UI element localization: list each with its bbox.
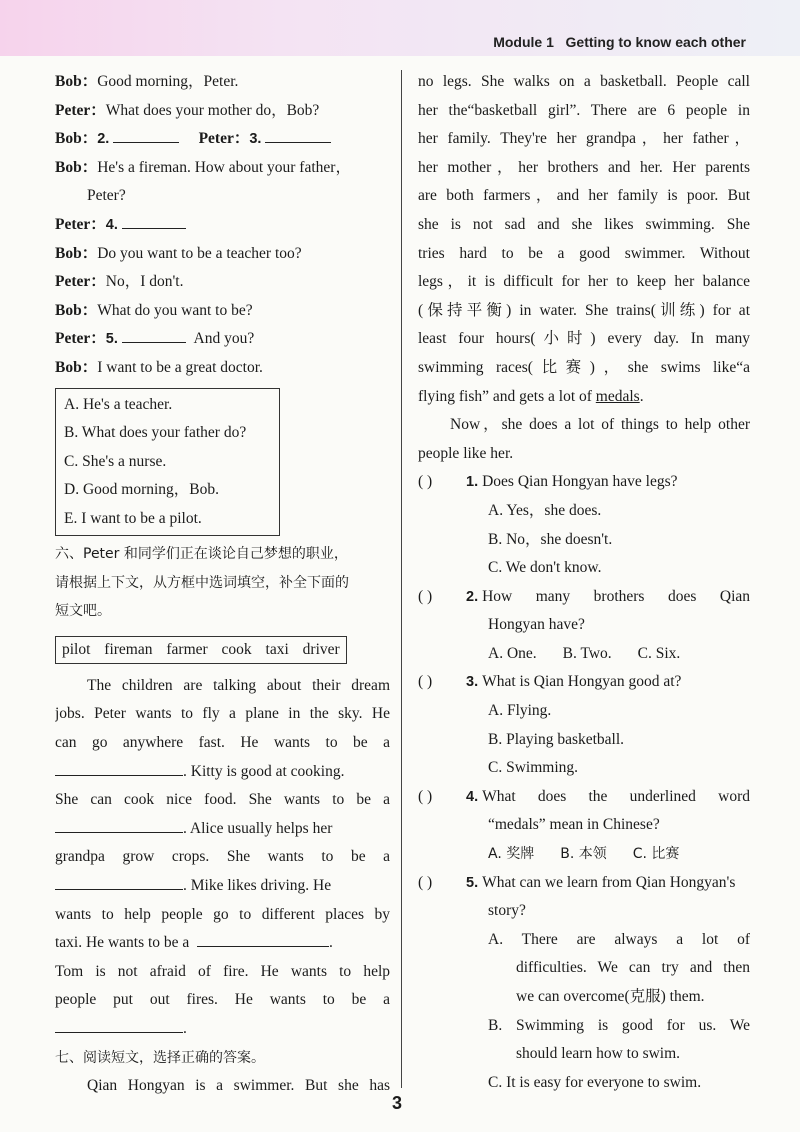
passage-line: her the“basketball girl”. There are 6 people in <box>418 101 750 119</box>
choice: B. No，she doesn't. <box>488 530 613 548</box>
passage-line: can go anywhere fast. He wants to be a <box>55 734 390 751</box>
blank-5[interactable] <box>122 326 186 343</box>
module-title: Module 1 Getting to know each other <box>493 34 746 50</box>
choice-cont: difficulties. We can try and then <box>516 959 750 977</box>
answer-paren[interactable]: ( ) <box>418 473 433 491</box>
passage-line: people put out fires. He wants to be a <box>55 991 390 1009</box>
dialogue-line: Bob：Do you want to be a teacher too? <box>55 244 302 262</box>
dialogue-line: Peter：What does your mother do，Bob? <box>55 101 320 119</box>
fill-blank[interactable] <box>55 873 183 890</box>
dialogue-blank-line: Bob：2. Peter：3. <box>55 125 390 154</box>
dialogue-line: Bob：What do you want to be? <box>55 301 253 319</box>
section-7-title: 七、阅读短文，选择正确的答案。 <box>55 1049 265 1066</box>
choice: B. Playing basketball. <box>488 730 625 748</box>
passage-line: grandpa grow crops. She wants to be a <box>55 848 390 866</box>
answer-paren[interactable]: ( ) <box>418 873 433 891</box>
passage-line: no legs. She walks on a basketball. People call <box>418 73 750 90</box>
fill-blank[interactable] <box>197 930 329 947</box>
question-cont: story? <box>488 902 526 920</box>
passage-line: swimming races(比赛)，she swims like“a <box>418 358 750 376</box>
passage-line: tries hard to be a good swimmer. Without <box>418 244 750 262</box>
blank-4[interactable] <box>122 212 186 229</box>
choice: B. Swimming is good for us. We <box>488 1016 750 1034</box>
fill-blank[interactable] <box>55 759 183 776</box>
choice-cont: we can overcome(克服) them. <box>516 988 705 1005</box>
passage-line: she is not sad and she likes swimming. She <box>418 215 750 233</box>
choice-row: A. One. B. Two. C. Six. <box>488 644 681 662</box>
passage-line: people like her. <box>418 444 514 462</box>
dialogue-line: Bob：Good morning，Peter. <box>55 73 239 90</box>
dialogue-blank-line: Peter：5. And you? <box>55 325 390 354</box>
question-1: ( ) 1. Does Qian Hongyan have legs? <box>418 468 750 497</box>
passage-blank-line: . Kitty is good at cooking. <box>55 758 390 787</box>
option-item: D. Good morning，Bob. <box>64 481 220 499</box>
passage-line: her mother，her brothers and her. Her parents <box>418 158 750 176</box>
options-box <box>55 388 280 537</box>
page-number: 3 <box>392 1093 403 1113</box>
dialogue-blank-line: Peter：4. <box>55 211 390 240</box>
passage-line: Now，she does a lot of things to help other <box>450 416 750 434</box>
choice-cont: should learn how to swim. <box>516 1045 681 1063</box>
passage-line: legs，it is difficult for her to keep her balance <box>418 273 750 291</box>
passage-blank-line: taxi. He wants to be a . <box>55 929 390 958</box>
question-5: ( ) 5. What can we learn from Qian Hongyan's <box>418 869 750 898</box>
column-divider <box>401 70 402 1088</box>
question-4: ( ) 4. What does the underlined word <box>418 783 750 812</box>
dialogue-line: Bob：I want to be a great doctor. <box>55 358 263 376</box>
answer-paren[interactable]: ( ) <box>418 587 433 605</box>
left-column <box>55 68 390 1101</box>
passage-line: least four hours(小时) every day. In many <box>418 330 750 348</box>
passage-line: Qian Hongyan is a swimmer. But she has <box>87 1077 390 1095</box>
section-6-instruction: 六、Peter 和同学们正在谈论自己梦想的职业， <box>55 546 348 563</box>
choice: A. Yes，she does. <box>488 501 602 519</box>
passage-line: Tom is not afraid of fire. He wants to help <box>55 962 390 980</box>
choice-row: A. 奖牌 B. 本领 C. 比赛 <box>488 846 680 863</box>
option-item: B. What does your father do? <box>64 424 247 442</box>
passage-line: are both farmers，and her family is poor. But <box>418 187 750 205</box>
question-3: ( ) 3. What is Qian Hongyan good at? <box>418 668 750 697</box>
choice: C. Swimming. <box>488 759 579 777</box>
dialogue-line: Peter：No，I don't. <box>55 273 184 291</box>
dialogue-line: Bob：He's a fireman. How about your father， <box>55 158 351 176</box>
answer-paren[interactable]: ( ) <box>418 673 433 691</box>
passage-line: flying fish” and gets a lot of medals. <box>418 387 644 405</box>
passage-line: She can cook nice food. She wants to be a <box>55 791 390 809</box>
passage-line: (保持平衡) in water. She trains(训练) for at <box>418 301 750 319</box>
answer-paren[interactable]: ( ) <box>418 787 433 805</box>
question-2: ( ) 2. How many brothers does Qian <box>418 583 750 612</box>
passage-line: her family. They're her grandpa，her father， <box>418 130 750 148</box>
right-column <box>418 68 750 1097</box>
dialogue-line-cont: Peter? <box>87 187 126 205</box>
fill-blank[interactable] <box>55 1016 183 1033</box>
choice: C. We don't know. <box>488 559 602 577</box>
section-6-instruction: 请根据上下文，从方框中选词填空，补全下面的 <box>55 574 349 591</box>
section-6-instruction: 短文吧。 <box>55 603 111 620</box>
underlined-word: medals <box>595 387 640 405</box>
option-item: C. She's a nurse. <box>64 452 167 470</box>
passage-blank-line: . Mike likes driving. He <box>55 872 390 901</box>
option-item: E. I want to be a pilot. <box>64 509 202 527</box>
choice: C. It is easy for everyone to swim. <box>488 1073 702 1091</box>
passage-line: jobs. Peter wants to fly a plane in the sky. He <box>55 705 390 723</box>
blank-2[interactable] <box>113 126 179 143</box>
fill-blank[interactable] <box>55 816 183 833</box>
passage-blank-line: . Alice usually helps her <box>55 815 390 844</box>
question-cont: Hongyan have? <box>488 616 585 634</box>
choice: A. Flying. <box>488 702 552 720</box>
word-bank-box: pilot fireman farmer cook taxi driver <box>55 636 347 664</box>
passage-blank-line: . <box>55 1015 390 1044</box>
passage-line: wants to help people go to different places by <box>55 905 390 923</box>
question-cont: “medals” mean in Chinese? <box>488 816 660 834</box>
choice: A. There are always a lot of <box>488 930 750 948</box>
blank-3[interactable] <box>265 126 331 143</box>
option-item: A. He's a teacher. <box>64 395 173 413</box>
passage-line: The children are talking about their dream <box>87 676 390 694</box>
